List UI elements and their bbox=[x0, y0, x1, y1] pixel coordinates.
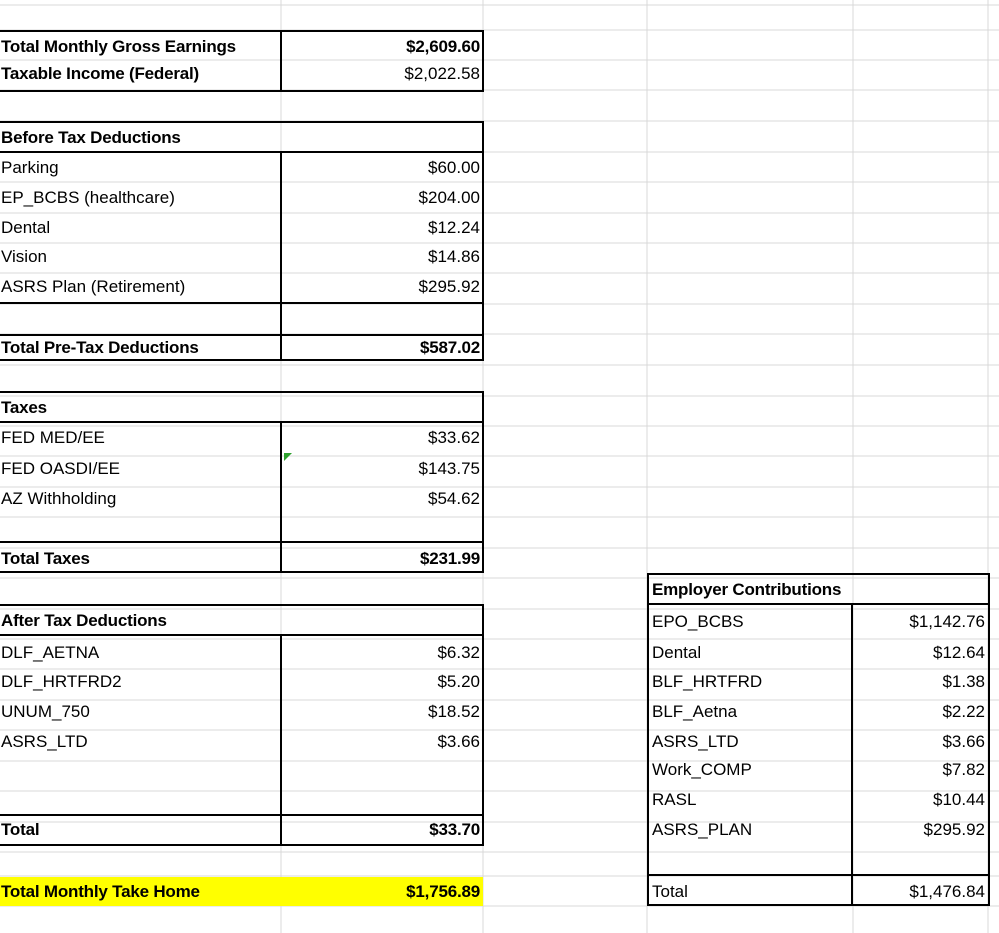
list-item-value: $5.20 bbox=[437, 672, 480, 691]
list-item-value: $3.66 bbox=[942, 732, 985, 751]
list-item-label: Dental bbox=[652, 643, 702, 662]
taxes-total-value: $231.99 bbox=[419, 549, 480, 568]
list-item-label: ASRS_PLAN bbox=[652, 820, 753, 839]
employer-total-label: Total bbox=[652, 882, 688, 901]
after-tax-total-value: $33.70 bbox=[429, 820, 480, 839]
after-tax-divider bbox=[280, 634, 282, 816]
list-item-value: $10.44 bbox=[933, 790, 985, 809]
list-item-label: EP_BCBS (healthcare) bbox=[1, 188, 175, 207]
list-item-value: $12.24 bbox=[428, 218, 480, 237]
taxes-divider bbox=[280, 421, 282, 543]
list-item-value: $2.22 bbox=[942, 702, 985, 721]
list-item-value: $18.52 bbox=[428, 702, 480, 721]
taxes-header-box bbox=[0, 391, 484, 423]
list-item-label: ASRS_LTD bbox=[652, 732, 739, 751]
pre-tax-total-value: $587.02 bbox=[419, 338, 480, 357]
list-item-label: FED MED/EE bbox=[1, 428, 105, 447]
list-item-value: $1.38 bbox=[942, 672, 985, 691]
list-item-value: $60.00 bbox=[428, 158, 480, 177]
before-tax-divider bbox=[280, 151, 282, 304]
list-item-value: $295.92 bbox=[418, 277, 480, 296]
list-item-label: Vision bbox=[1, 247, 47, 266]
pre-tax-total-label: Total Pre-Tax Deductions bbox=[1, 338, 199, 357]
list-item-value: $1,142.76 bbox=[909, 612, 985, 631]
gross-earnings-value: $2,609.60 bbox=[406, 37, 480, 56]
before-tax-header: Before Tax Deductions bbox=[1, 128, 181, 147]
list-item-value: $3.66 bbox=[437, 732, 480, 751]
taxable-income-label: Taxable Income (Federal) bbox=[1, 64, 200, 83]
list-item-value: $54.62 bbox=[428, 489, 480, 508]
gross-earnings-label: Total Monthly Gross Earnings bbox=[1, 37, 236, 56]
list-item-label: ASRS Plan (Retirement) bbox=[1, 277, 186, 296]
taxes-total-divider bbox=[280, 541, 282, 573]
list-item-value: $143.75 bbox=[418, 459, 480, 478]
list-item-label: UNUM_750 bbox=[1, 702, 90, 721]
list-item-label: Parking bbox=[1, 158, 59, 177]
after-tax-header: After Tax Deductions bbox=[1, 611, 167, 630]
list-item-label: BLF_Aetna bbox=[652, 702, 738, 721]
list-item-value: $12.64 bbox=[933, 643, 985, 662]
taxes-header: Taxes bbox=[1, 398, 47, 417]
list-item-label: DLF_HRTFRD2 bbox=[1, 672, 122, 691]
list-item-value: $204.00 bbox=[418, 188, 480, 207]
taxable-income-value: $2,022.58 bbox=[404, 64, 480, 83]
list-item-label: Work_COMP bbox=[652, 760, 752, 779]
employer-total-value: $1,476.84 bbox=[909, 882, 985, 901]
error-indicator-icon bbox=[284, 453, 292, 461]
list-item-label: AZ Withholding bbox=[1, 489, 117, 508]
list-item-value: $295.92 bbox=[923, 820, 985, 839]
after-tax-total-label: Total bbox=[1, 820, 40, 839]
list-item-value: $7.82 bbox=[942, 760, 985, 779]
list-item-label: FED OASDI/EE bbox=[1, 459, 121, 478]
after-tax-total-divider bbox=[280, 814, 282, 846]
list-item-label: Dental bbox=[1, 218, 51, 237]
list-item-label: ASRS_LTD bbox=[1, 732, 88, 751]
taxes-total-label: Total Taxes bbox=[1, 549, 90, 568]
list-item-label: DLF_AETNA bbox=[1, 643, 100, 662]
employer-header: Employer Contributions bbox=[652, 580, 842, 599]
list-item-label: EPO_BCBS bbox=[652, 612, 744, 631]
list-item-value: $14.86 bbox=[428, 247, 480, 266]
list-item-value: $6.32 bbox=[437, 643, 480, 662]
list-item-label: BLF_HRTFRD bbox=[652, 672, 763, 691]
list-item-value: $33.62 bbox=[428, 428, 480, 447]
take-home-label: Total Monthly Take Home bbox=[1, 882, 200, 901]
summary-divider bbox=[280, 30, 282, 92]
list-item-label: RASL bbox=[652, 790, 697, 809]
take-home-value: $1,756.89 bbox=[406, 882, 480, 901]
